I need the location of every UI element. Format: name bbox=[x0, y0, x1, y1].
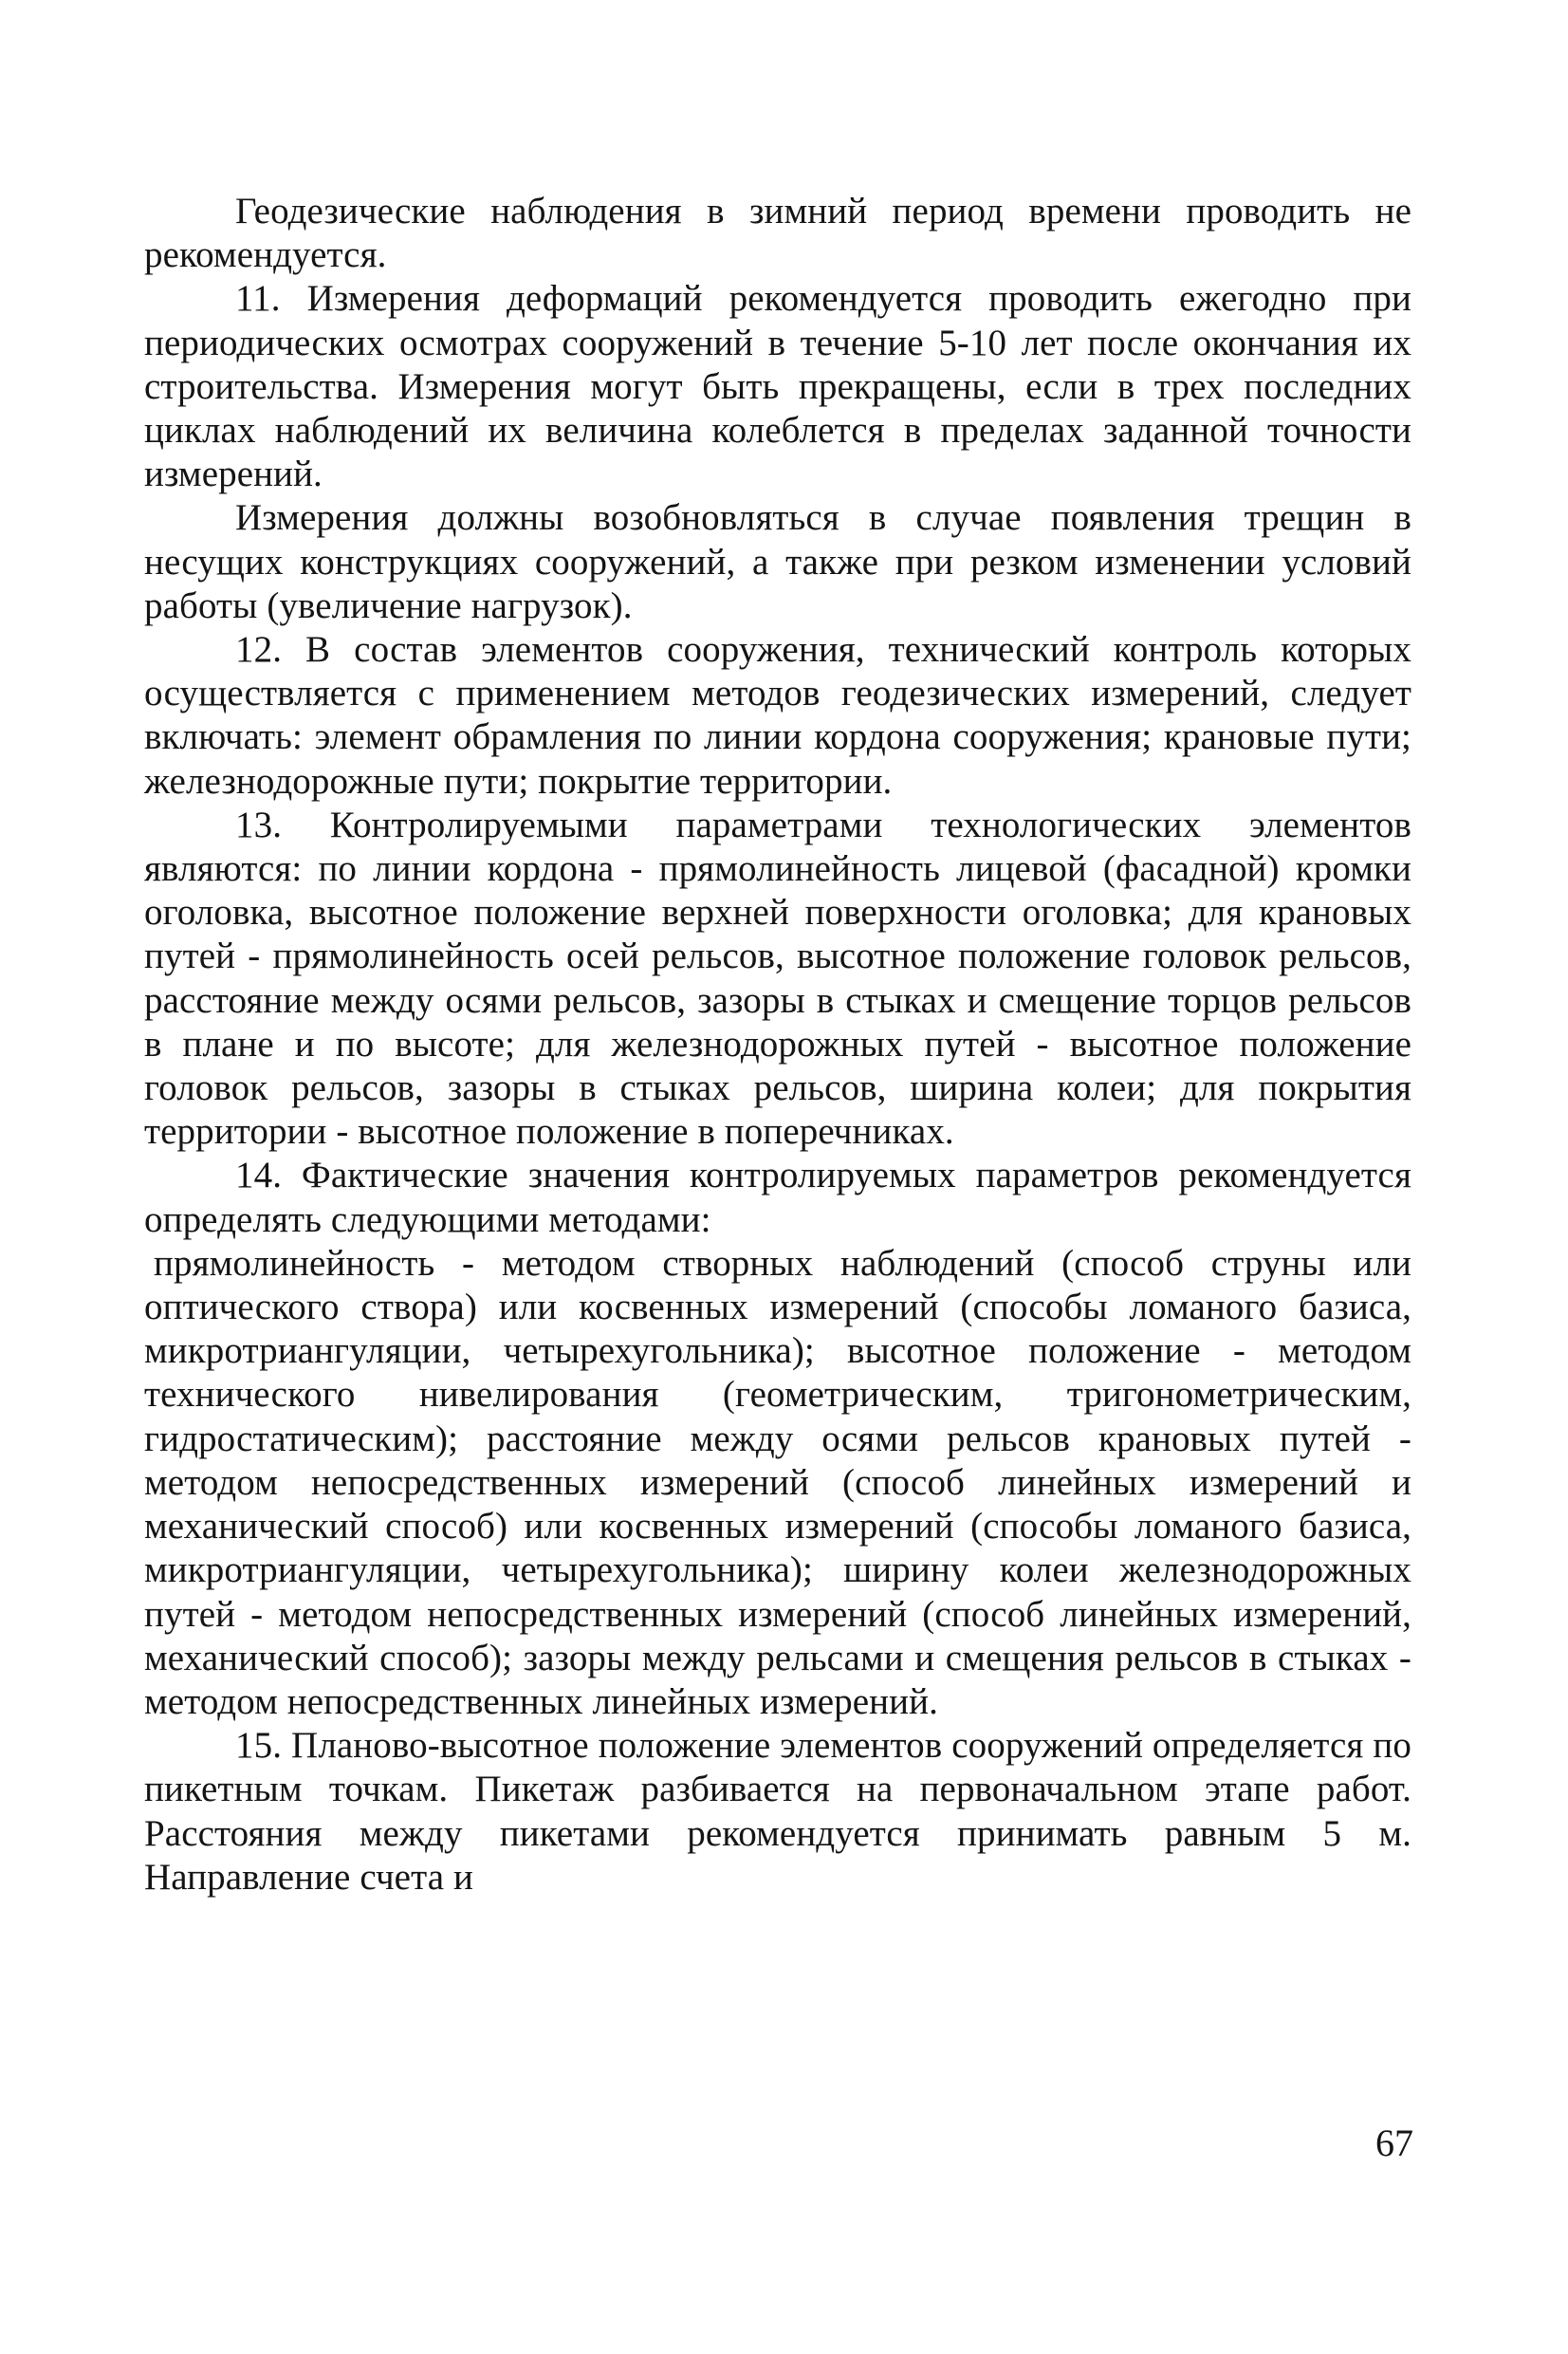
paragraph-15-picket-points: 15. Планово-высотное положение элементов сооружений определяется по пикетным точкам. Пикетаж разбивается на первоначальном этапе работ. Расстояния между пикетами рекомендуется принимать равным 5 м. Направление счета и bbox=[144, 1725, 1411, 1898]
page-number: 67 bbox=[1375, 2122, 1413, 2164]
paragraph-12-structure-elements: 12. В состав элементов сооружения, технический контроль которых осуществляется с применением методов геодезических измерений, следует включать: элемент обрамления по линии кордона сооружения; крановые пути; железнодорожные пути; покрытие территории. bbox=[144, 629, 1411, 802]
paragraph-methods-list: прямолинейность - методом створных наблюдений (способ струны или оптического створа) или косвенных измерений (способы ломаного базиса, микротриангуляции, четырехугольника); высотное положение - методом технического нивелирования (геометрическим, тригонометрическим, гидростатическим); расстояние между осями рельсов крановых путей - методом непосредственных измерений (способ линейных измерений и механический способ) или косвенных измерений (способы ломаного базиса, микротриангуляции, четырехугольника); ширину колеи железнодорожных путей - методом непосредственных измерений (способ линейных измерений, механический способ); зазоры между рельсами и смещения рельсов в стыках - методом непосредственных линейных измерений. bbox=[144, 1242, 1411, 1722]
body-text bbox=[144, 190, 1411, 1900]
paragraph-resume-measurements: Измерения должны возобновляться в случае появления трещин в несущих конструкциях сооружений, а также при резком изменении условий работы (увеличение нагрузок). bbox=[144, 497, 1411, 626]
paragraph-14-measurement-methods: 14. Фактические значения контролируемых параметров рекомендуется определять следующими методами: bbox=[144, 1155, 1411, 1240]
paragraph-13-controlled-parameters: 13. Контролируемыми параметрами технологических элементов являются: по линии кордона - прямолинейность лицевой (фасадной) кромки оголовка, высотное положение верхней поверхности оголовка; для крановых путей - прямолинейность осей рельсов, высотное положение головок рельсов, расстояние между осями рельсов, зазоры в стыках и смещение торцов рельсов в плане и по высоте; для железнодорожных путей - высотное положение головок рельсов, зазоры в стыках рельсов, ширина колеи; для покрытия территории - высотное положение в поперечниках. bbox=[144, 804, 1411, 1153]
paragraph-11-deformation-measurements: 11. Измерения деформаций рекомендуется проводить ежегодно при периодических осмотрах сооружений в течение 5-10 лет после окончания их строительства. Измерения могут быть прекращены, если в трех последних циклах наблюдений их величина колеблется в пределах заданной точности измерений. bbox=[144, 278, 1411, 495]
paragraph-winter-observations: Геодезические наблюдения в зимний период времени проводить не рекомендуется. bbox=[144, 191, 1411, 276]
